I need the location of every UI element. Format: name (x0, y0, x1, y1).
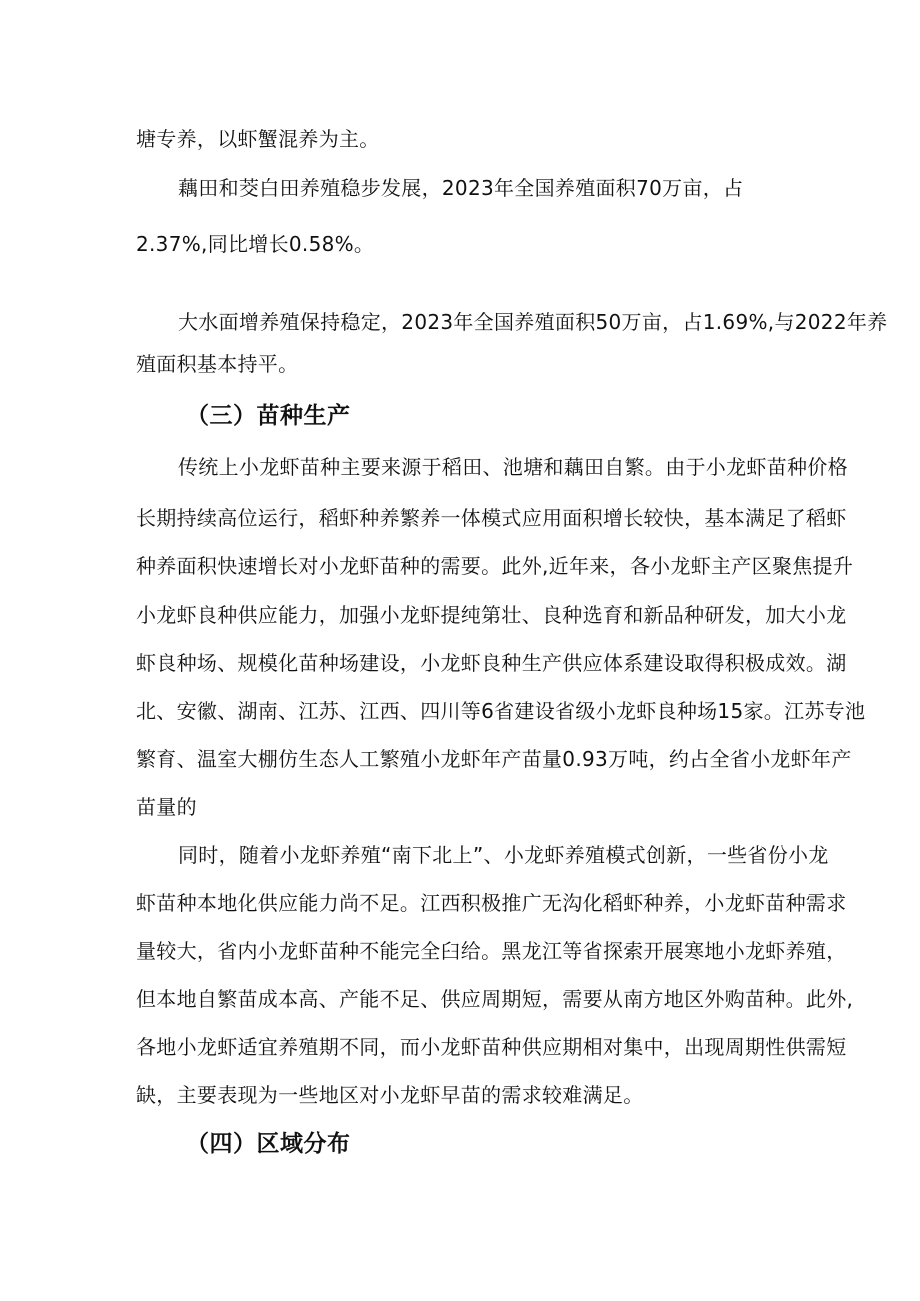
paragraph-line: 同时，随着小龙虾养殖“南下北上”、小龙虾养殖模式创新，一些省份小龙 (178, 843, 829, 867)
paragraph-line: 2.37%,同比增长0.58%。 (136, 232, 375, 256)
paragraph-line: 种养面积快速增长对小龙虾苗种的需要。此外,近年来，各小龙虾主产区聚焦提升 (136, 554, 854, 578)
paragraph-line: 苗量的 (136, 795, 197, 819)
paragraph-line: 长期持续高位运行，稻虾种养繁养一体模式应用面积增长较快，基本满足了稻虾 (136, 506, 847, 530)
paragraph-line: 但本地自繁苗成本高、产能不足、供应周期短，需要从南方地区外购苗种。此外, (136, 987, 854, 1011)
paragraph-line: 殖面积基本持平。 (136, 352, 299, 376)
paragraph-line: 缺，主要表现为一些地区对小龙虾早苗的需求较难满足。 (136, 1083, 644, 1107)
paragraph-line: 小龙虾良种供应能力，加强小龙虾提纯第壮、良种选育和新品种研发，加大小龙 (136, 603, 847, 627)
paragraph-line: 北、安徽、湖南、江苏、江西、四川等6省建设省级小龙虾良种场15家。江苏专池 (136, 699, 866, 723)
paragraph-line: 大水面增养殖保持稳定，2023年全国养殖面积50万亩，占1.69%,与2022年养 (178, 310, 888, 334)
paragraph-line: 量较大，省内小龙虾苗种不能完全臼给。黑龙江等省探索开展寒地小龙虾养殖， (136, 939, 847, 963)
paragraph-line: 各地小龙虾适宜养殖期不同，而小龙虾苗种供应期相对集中，出现周期性供需短 (136, 1035, 847, 1059)
paragraph-line: 虾良种场、规模化苗种场建设，小龙虾良种生产供应体系建设取得积极成效。湖 (136, 651, 847, 675)
paragraph-line: 虾苗种本地化供应能力尚不足。江西积极推广无沟化稻虾种养，小龙虾苗种需求 (136, 891, 847, 915)
paragraph-line: 传统上小龙虾苗种主要来源于稻田、池塘和藕田自繁。由于小龙虾苗种价格 (178, 455, 848, 479)
paragraph-line: 藕田和茭白田养殖稳步发展，2023年全国养殖面积70万亩，占 (178, 176, 744, 200)
paragraph-line: 繁育、温室大棚仿生态人工繁殖小龙虾年产苗量0.93万吨，约占全省小龙虾年产 (136, 747, 852, 771)
section-heading-4: （四）区域分布 (186, 1131, 351, 1157)
paragraph-line: 塘专养，以虾蟹混养为主。 (136, 127, 380, 151)
section-heading-3: （三）苗种生产 (186, 403, 351, 429)
